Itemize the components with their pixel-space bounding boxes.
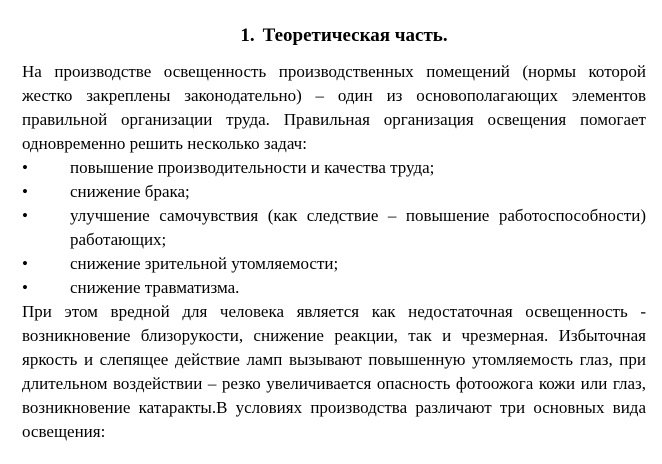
list-item <box>22 156 646 180</box>
bullet-icon: • <box>22 254 28 273</box>
intro-paragraph: На производстве освещенность производственных помещений (нормы которой жестко закреплены законодательно) – один из основополагающих элементов правильной организации труда. Правильная организация освещения помогает одновременно решить несколько задач: <box>22 62 646 153</box>
document-page <box>22 24 646 444</box>
bullet-icon: • <box>22 278 28 297</box>
bullet-icon: • <box>22 182 28 201</box>
list-item-text: улучшение самочувствия (как следствие – повышение работоспособности) работающих; <box>70 206 646 249</box>
list-item-text: снижение травматизма. <box>70 278 240 297</box>
section-title: Теоретическая часть. <box>262 25 448 46</box>
tasks-list <box>22 156 646 300</box>
list-item <box>22 252 646 276</box>
bullet-icon: • <box>22 158 28 177</box>
list-item <box>22 276 646 300</box>
section-heading <box>42 24 646 48</box>
list-item <box>22 204 646 252</box>
list-item <box>22 180 646 204</box>
section-number: 1. <box>240 25 255 46</box>
list-item-text: повышение производительности и качества труда; <box>70 158 435 177</box>
conclusion-paragraph: При этом вредной для человека является как недостаточная освещенность - возникновение близорукости, снижение реакции, так и чрезмерная. Избыточная яркость и слепящее действие ламп вызывают повышенную утомляемость глаз, при длительном воздействии – резко увеличивается опасность фотоожога кожи или глаз, возникновение катаракты.В условиях производства различают три основных вида освещения: <box>22 302 646 441</box>
list-item-text: снижение брака; <box>70 182 190 201</box>
list-item-text: снижение зрительной утомляемости; <box>70 254 339 273</box>
bullet-icon: • <box>22 206 28 225</box>
